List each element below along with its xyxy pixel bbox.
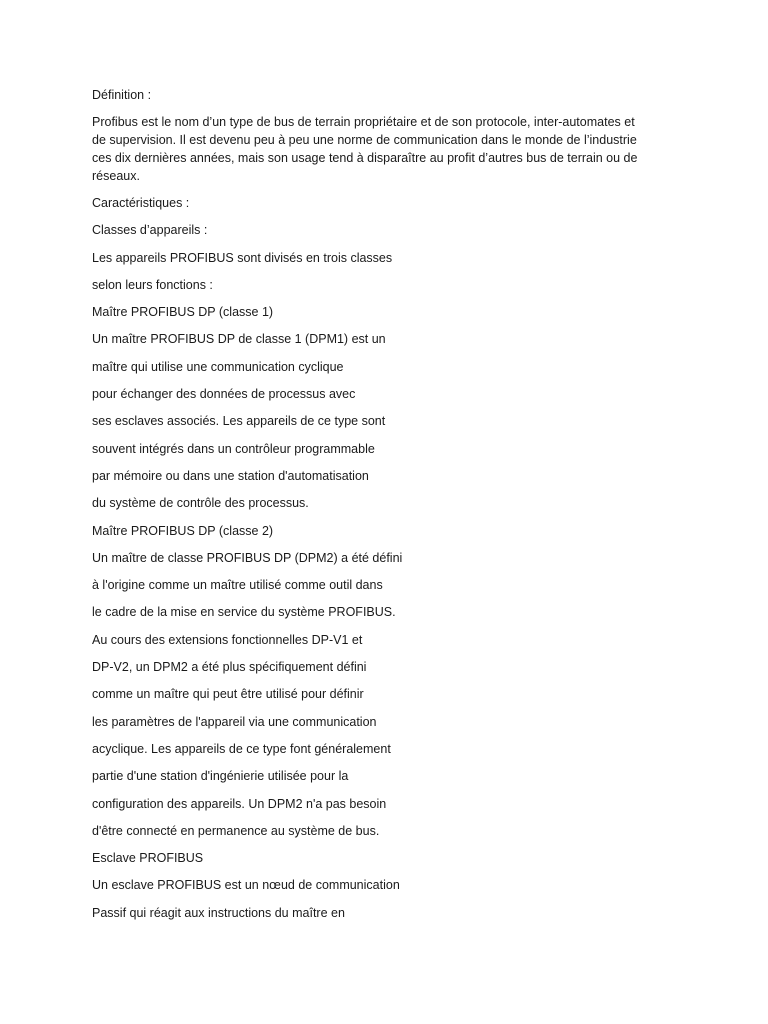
text-line: DP-V2, un DPM2 a été plus spécifiquement défini: [92, 660, 367, 675]
document-body: [92, 86, 682, 931]
text-line: selon leurs fonctions :: [92, 277, 213, 292]
text-line: ses esclaves associés. Les appareils de ce type sont: [92, 414, 386, 429]
intro-line: réseaux.: [92, 169, 140, 183]
body-lines: [92, 194, 682, 922]
intro-line: ces dix dernières années, mais son usage tend à disparaître au profit d’autres bus de terrain ou de: [92, 151, 638, 165]
subsection-heading-classe-2: Maître PROFIBUS DP (classe 2): [92, 523, 274, 538]
subsection-heading-classe-1: Maître PROFIBUS DP (classe 1): [92, 305, 274, 320]
text-line: pour échanger des données de processus avec: [92, 387, 356, 402]
intro-paragraph: [92, 113, 682, 185]
section-heading-caracteristiques: Caractéristiques :: [92, 196, 190, 210]
text-line: Un esclave PROFIBUS est un nœud de communication: [92, 878, 400, 893]
text-line: Les appareils PROFIBUS sont divisés en trois classes: [92, 250, 393, 265]
text-line: à l'origine comme un maître utilisé comme outil dans: [92, 578, 383, 593]
intro-line: Profibus est le nom d’un type de bus de terrain propriétaire et de son protocole, inter-automates et: [92, 115, 635, 129]
definition-heading: Définition :: [92, 88, 152, 102]
text-line: acyclique. Les appareils de ce type font généralement: [92, 741, 391, 756]
text-line: Au cours des extensions fonctionnelles DP-V1 et: [92, 632, 363, 647]
text-line: souvent intégrés dans un contrôleur programmable: [92, 441, 375, 456]
intro-line: de supervision. Il est devenu peu à peu une norme de communication dans le monde de l’industrie: [92, 133, 637, 147]
text-line: du système de contrôle des processus.: [92, 496, 309, 511]
text-line: par mémoire ou dans une station d'automatisation: [92, 468, 369, 483]
subsection-heading-classes: Classes d’appareils :: [92, 223, 208, 238]
text-line: Passif qui réagit aux instructions du maître en: [92, 905, 345, 920]
text-line: comme un maître qui peut être utilisé pour définir: [92, 687, 364, 702]
text-line: configuration des appareils. Un DPM2 n'a pas besoin: [92, 796, 387, 811]
text-line: partie d'une station d'ingénierie utilisée pour la: [92, 769, 349, 784]
text-line: maître qui utilise une communication cyclique: [92, 359, 344, 374]
text-line: Un maître PROFIBUS DP de classe 1 (DPM1) est un: [92, 332, 386, 347]
text-line: les paramètres de l'appareil via une communication: [92, 714, 377, 729]
subsection-heading-esclave: Esclave PROFIBUS: [92, 851, 204, 866]
text-line: Un maître de classe PROFIBUS DP (DPM2) a été défini: [92, 550, 403, 565]
text-line: d'être connecté en permanence au système de bus.: [92, 823, 380, 838]
text-line: le cadre de la mise en service du système PROFIBUS.: [92, 605, 396, 620]
